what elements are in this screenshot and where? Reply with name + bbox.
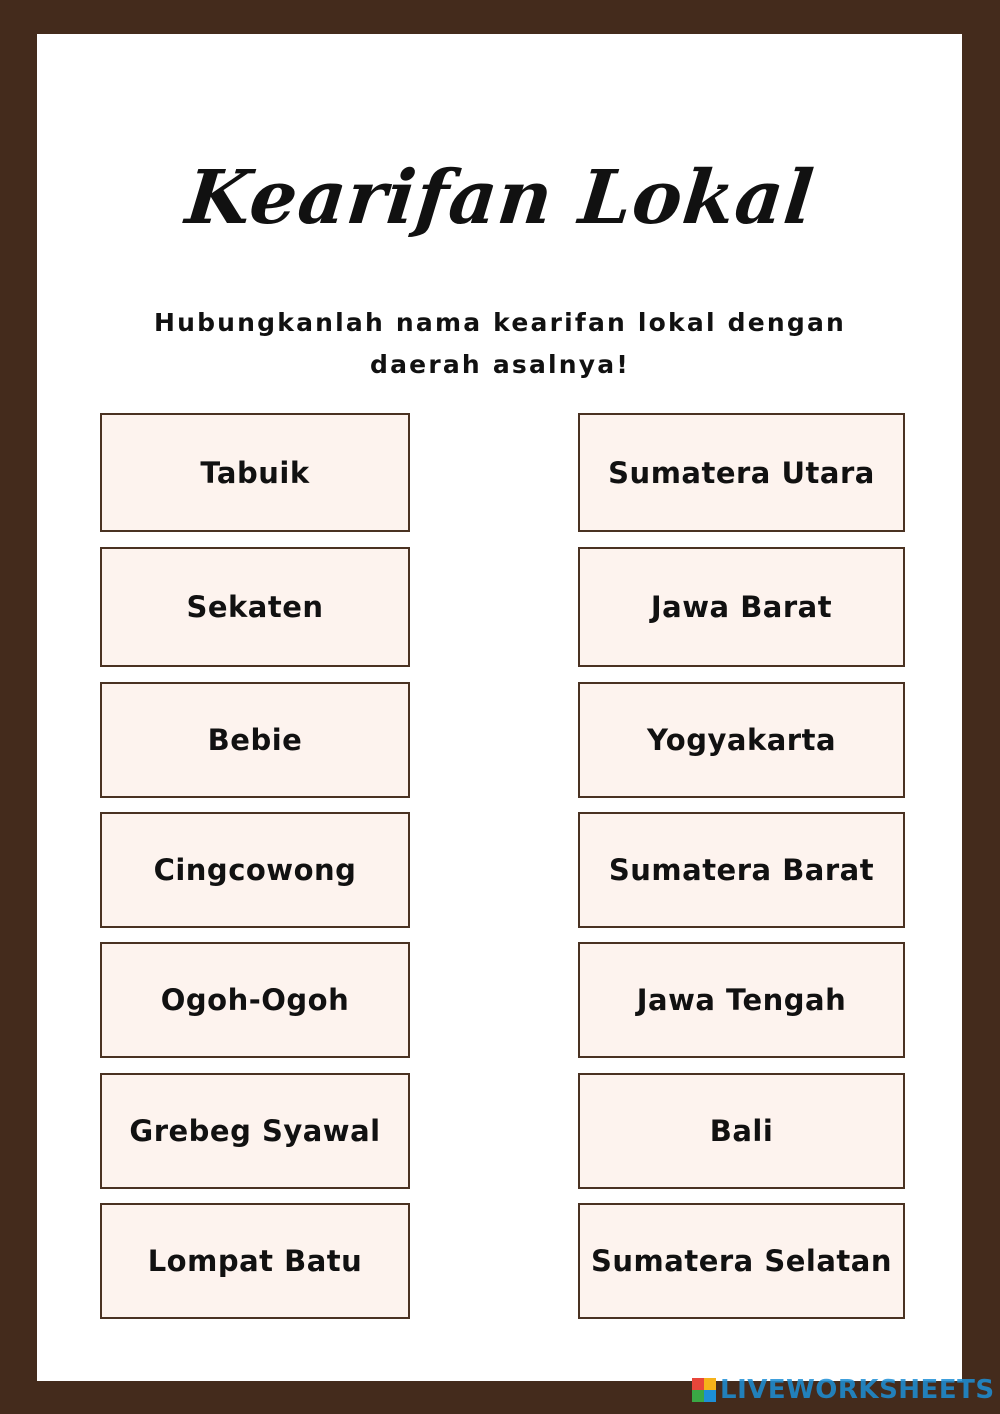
watermark-text: LIVEWORKSHEETS [720, 1375, 995, 1405]
instruction-text: Hubungkanlah nama kearifan lokal dengan daerah asalnya! [153, 308, 847, 379]
watermark [692, 1376, 995, 1404]
right-card-bali[interactable]: Bali [578, 1073, 905, 1189]
right-card-sumatera-barat[interactable]: Sumatera Barat [578, 812, 905, 928]
left-card-tabuik[interactable]: Tabuik [100, 413, 410, 532]
left-card-bebie[interactable]: Bebie [100, 682, 410, 798]
left-card-lompat-batu[interactable]: Lompat Batu [100, 1203, 410, 1319]
page-title: Kearifan Lokal [182, 155, 818, 241]
right-card-jawa-tengah[interactable]: Jawa Tengah [578, 942, 905, 1058]
right-card-yogyakarta[interactable]: Yogyakarta [578, 682, 905, 798]
right-card-sumatera-utara[interactable]: Sumatera Utara [578, 413, 905, 532]
liveworksheets-logo-icon [692, 1378, 716, 1402]
left-card-sekaten[interactable]: Sekaten [100, 547, 410, 667]
left-card-grebeg-syawal[interactable]: Grebeg Syawal [100, 1073, 410, 1189]
left-card-ogoh-ogoh[interactable]: Ogoh-Ogoh [100, 942, 410, 1058]
right-card-jawa-barat[interactable]: Jawa Barat [578, 547, 905, 667]
left-card-cingcowong[interactable]: Cingcowong [100, 812, 410, 928]
right-card-sumatera-selatan[interactable]: Sumatera Selatan [578, 1203, 905, 1319]
